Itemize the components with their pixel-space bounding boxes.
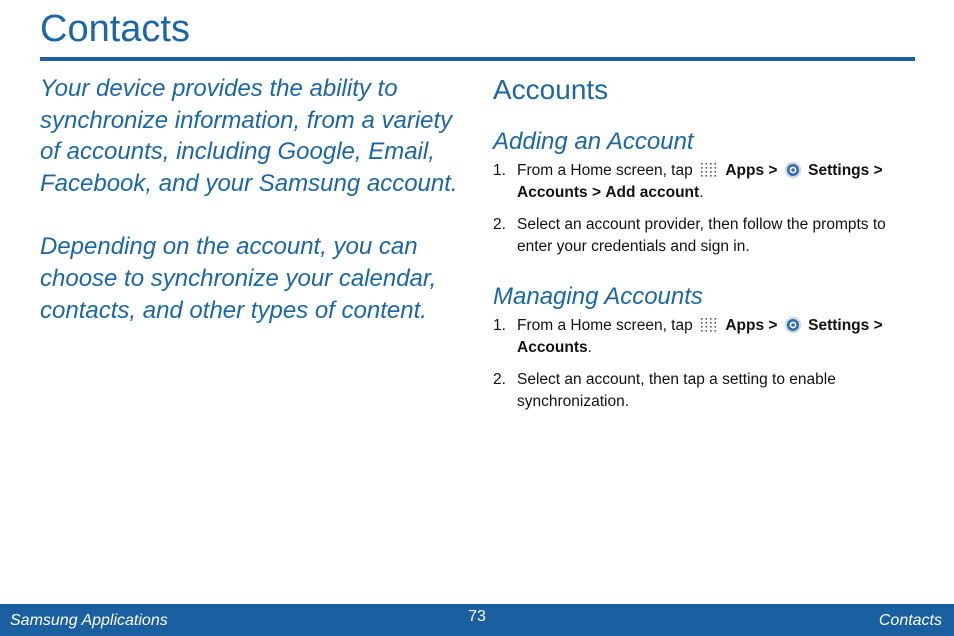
subheading-managing-accounts: Managing Accounts bbox=[493, 283, 703, 310]
step-number: 2. bbox=[493, 371, 506, 388]
add-account-label: Add account bbox=[605, 183, 700, 201]
step-end: . bbox=[699, 183, 704, 201]
step-number: 1. bbox=[493, 317, 506, 334]
separator: > bbox=[873, 162, 883, 179]
step-number: 2. bbox=[493, 216, 506, 233]
managing-steps bbox=[493, 315, 918, 412]
step-number: 1. bbox=[493, 162, 506, 179]
step-item bbox=[493, 369, 918, 412]
step-text: Select an account, then tap a setting to enable synchronization. bbox=[517, 371, 836, 410]
apps-label: Apps bbox=[725, 162, 765, 179]
title-divider bbox=[40, 57, 915, 61]
accounts-section bbox=[493, 70, 918, 412]
intro-text bbox=[40, 73, 470, 358]
separator: > bbox=[591, 183, 601, 201]
settings-label: Settings bbox=[808, 162, 870, 179]
accounts-label: Accounts bbox=[517, 338, 588, 356]
step-item bbox=[493, 214, 918, 257]
settings-gear-icon bbox=[784, 316, 802, 334]
page-number: 73 bbox=[468, 608, 486, 625]
settings-label: Settings bbox=[808, 317, 870, 334]
separator: > bbox=[873, 317, 883, 334]
adding-steps bbox=[493, 160, 918, 257]
footer-section-name: Samsung Applications bbox=[10, 612, 168, 629]
step-text: From a Home screen, tap bbox=[517, 317, 693, 334]
subheading-adding-account: Adding an Account bbox=[493, 128, 694, 155]
apps-label: Apps bbox=[725, 317, 765, 334]
separator: > bbox=[768, 317, 778, 334]
page-footer bbox=[0, 604, 954, 636]
step-text: Select an account provider, then follow the prompts to enter your credentials and sign in. bbox=[517, 216, 886, 255]
separator: > bbox=[768, 162, 778, 179]
settings-gear-icon bbox=[784, 161, 802, 179]
step-end: . bbox=[587, 338, 592, 356]
accounts-label: Accounts bbox=[517, 183, 588, 201]
apps-grid-icon bbox=[699, 317, 719, 333]
step-text: From a Home screen, tap bbox=[517, 162, 693, 179]
step-item bbox=[493, 315, 918, 358]
step-item bbox=[493, 160, 918, 203]
section-heading-accounts: Accounts bbox=[493, 74, 609, 105]
apps-grid-icon bbox=[699, 162, 719, 178]
page-title: Contacts bbox=[40, 8, 190, 50]
footer-chapter-name: Contacts bbox=[878, 612, 942, 629]
intro-paragraph: Depending on the account, you can choose to synchronize your calendar, contacts, and other types of content. bbox=[40, 233, 437, 324]
intro-paragraph: Your device provides the ability to synchronize information, from a variety of accounts, including Google, Email, Facebook, and your Samsung account. bbox=[40, 75, 458, 197]
